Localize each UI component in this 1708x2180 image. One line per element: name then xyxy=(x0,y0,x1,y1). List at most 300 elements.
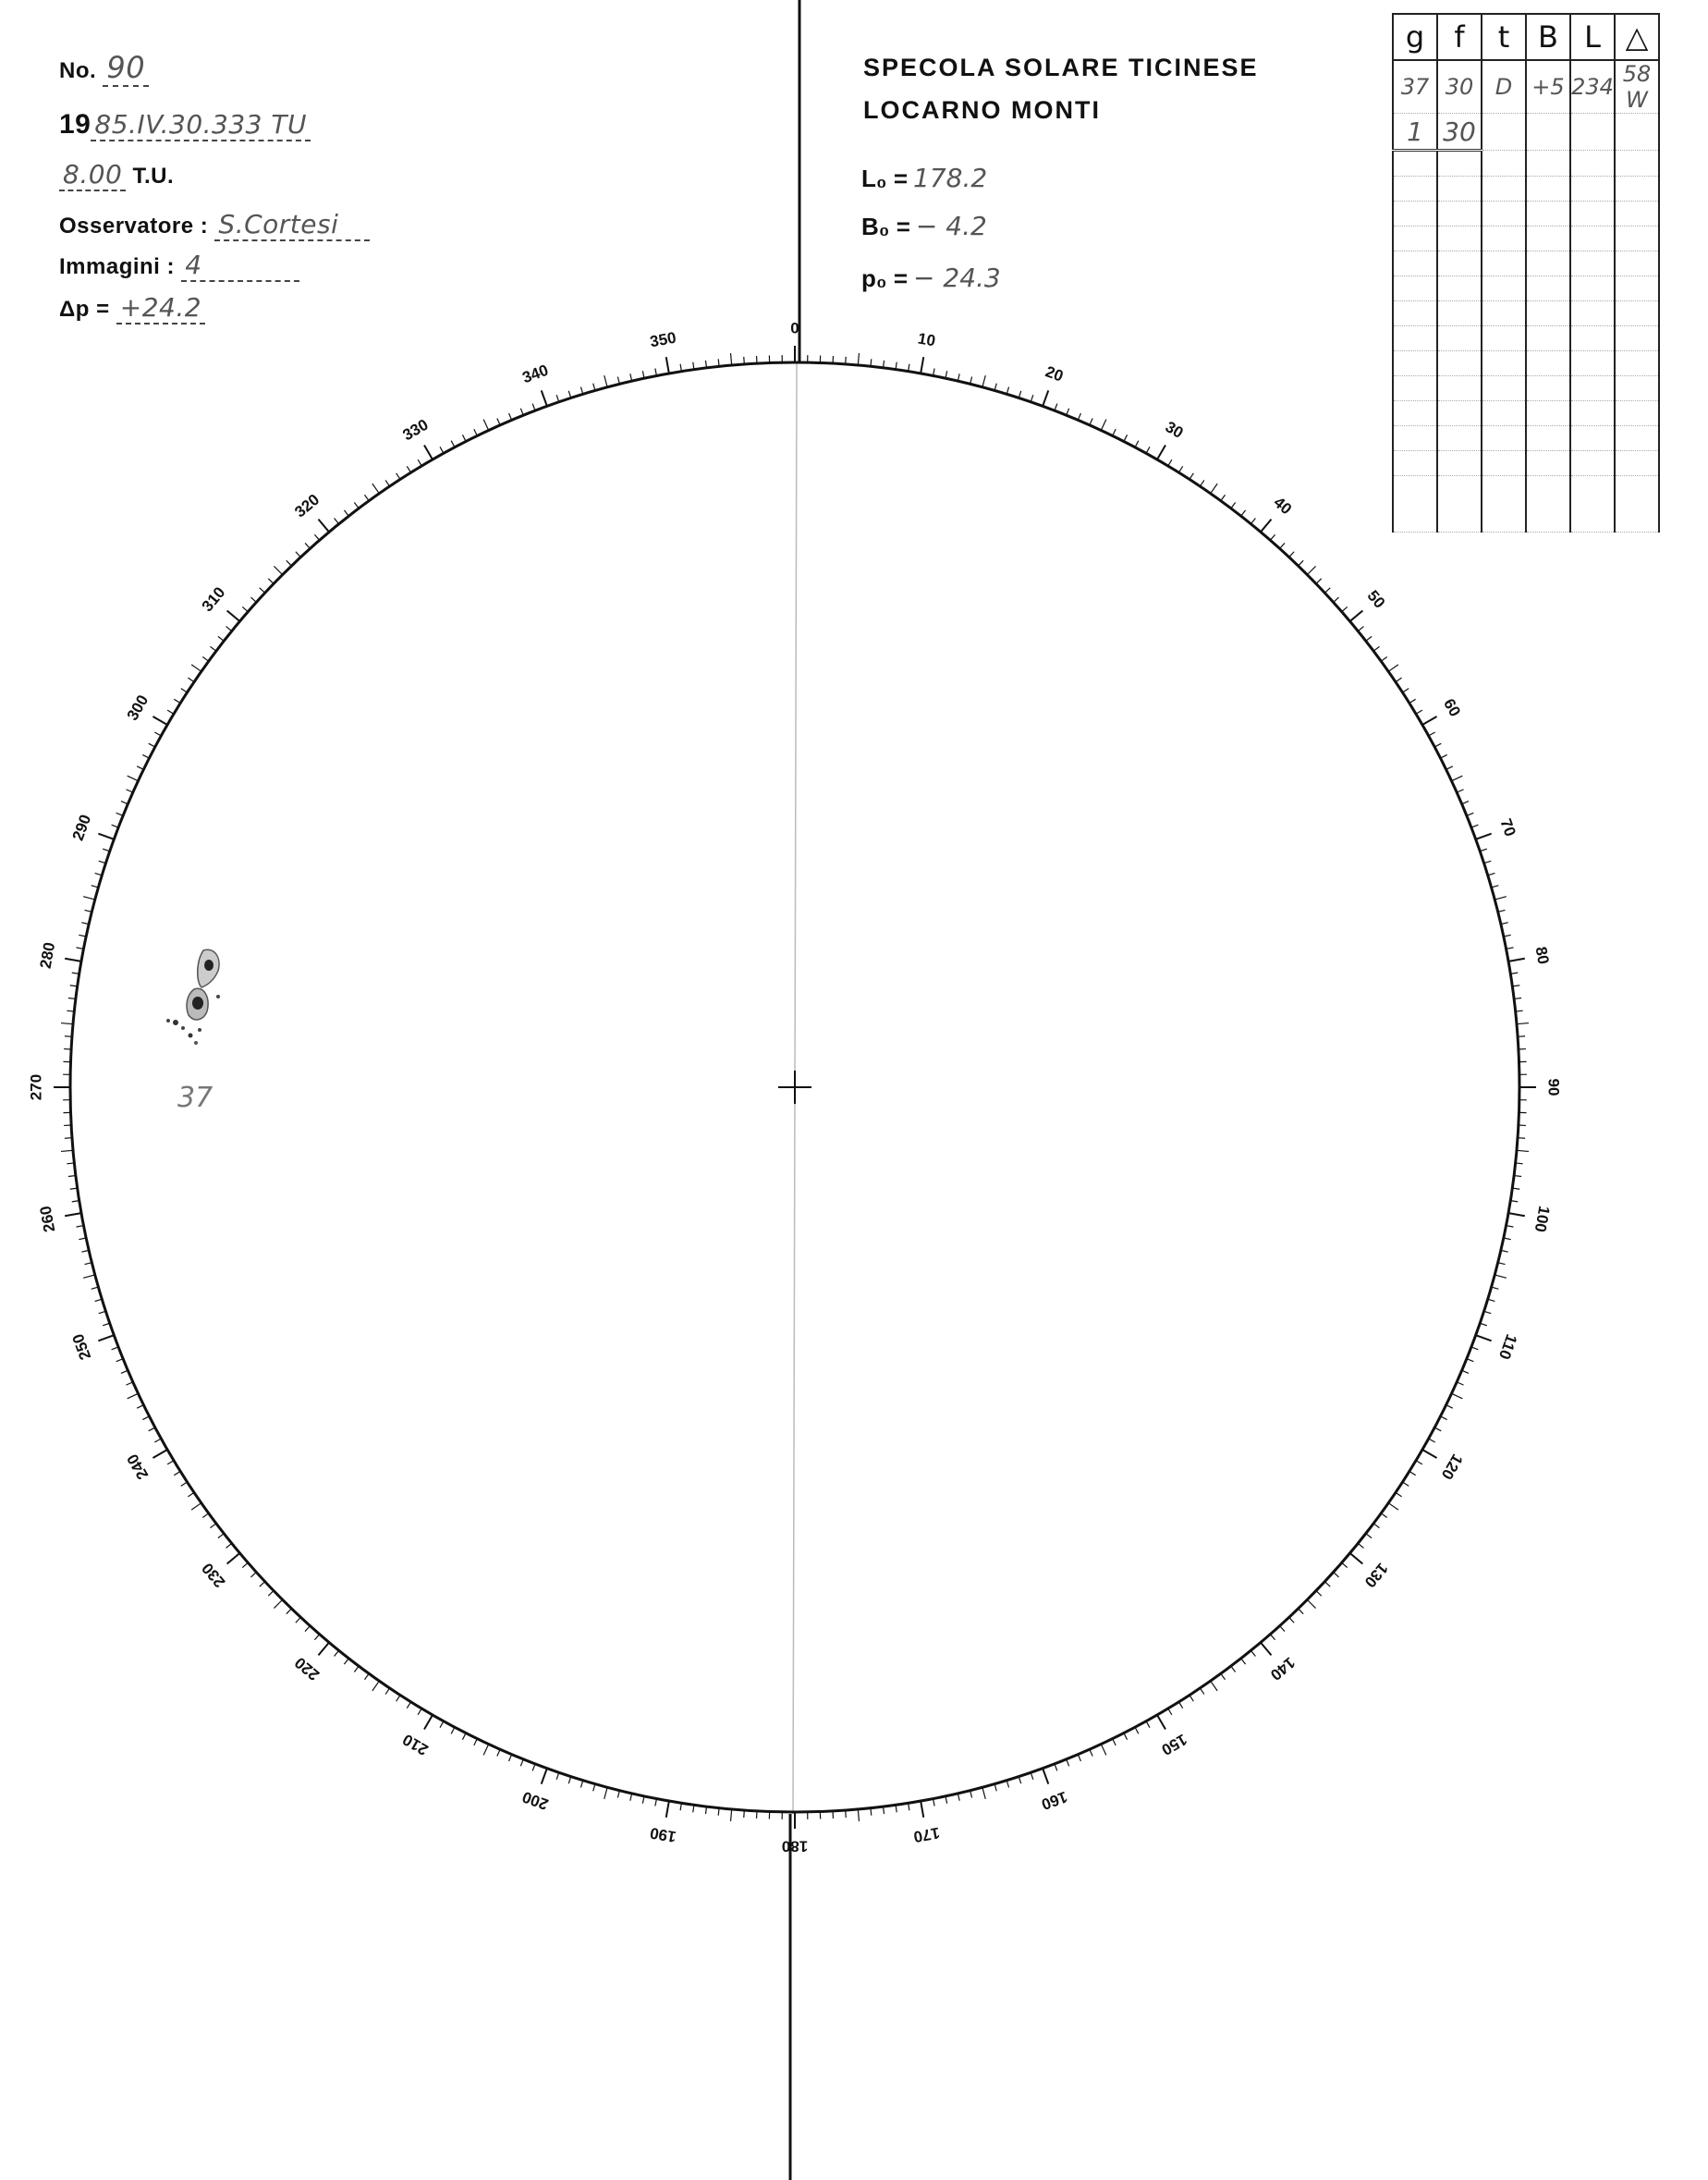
limb-tick xyxy=(1409,1471,1416,1475)
limb-tick xyxy=(335,519,339,524)
limb-tick xyxy=(65,959,81,961)
sunspot-pore xyxy=(166,1019,170,1023)
limb-tick xyxy=(98,834,114,839)
limb-tick xyxy=(210,646,215,651)
images-value: 4 xyxy=(181,250,299,282)
limb-tick-label: 110 xyxy=(1494,1331,1521,1362)
limb-tick xyxy=(174,1471,180,1475)
limb-tick xyxy=(210,1524,215,1528)
limb-tick xyxy=(344,510,348,516)
limb-tick xyxy=(372,1681,379,1691)
limb-tick xyxy=(1178,466,1182,472)
limb-tick xyxy=(296,552,300,557)
limb-tick xyxy=(1067,409,1069,415)
limb-tick xyxy=(1334,1573,1339,1577)
limb-tick xyxy=(65,1036,72,1037)
limb-tick xyxy=(1429,732,1435,736)
limb-tick xyxy=(520,409,523,415)
table-cell: 30 xyxy=(1437,60,1482,114)
limb-tick xyxy=(1146,1721,1150,1728)
limb-tick xyxy=(1078,1755,1080,1761)
limb-tick xyxy=(451,441,455,447)
limb-tick xyxy=(1396,1492,1402,1496)
limb-tick xyxy=(871,1808,872,1816)
limb-tick xyxy=(1416,710,1422,714)
limb-tick xyxy=(1494,897,1507,900)
limb-tick xyxy=(305,543,310,548)
limb-tick xyxy=(1471,825,1478,827)
limb-tick xyxy=(1457,790,1463,792)
limb-tick-label: 0 xyxy=(790,319,799,337)
col-header-B: B xyxy=(1526,14,1570,60)
limb-tick xyxy=(451,1727,455,1733)
limb-tick xyxy=(1316,1591,1322,1597)
limb-tick xyxy=(1516,1010,1523,1011)
limb-tick xyxy=(191,665,201,671)
B0-label: B₀ = xyxy=(861,213,910,240)
sunspot-group-label: 37 xyxy=(177,1082,214,1114)
limb-tick xyxy=(287,1609,292,1614)
limb-tick-label: 60 xyxy=(1440,695,1464,720)
limb-tick xyxy=(744,1810,745,1818)
limb-tick xyxy=(1157,445,1165,459)
limb-tick-label: 210 xyxy=(399,1730,432,1759)
limb-tick xyxy=(1381,1513,1386,1518)
limb-tick xyxy=(67,1010,74,1011)
limb-tick xyxy=(1101,420,1105,431)
limb-tick xyxy=(226,627,232,631)
limb-tick-label: 140 xyxy=(1266,1653,1299,1684)
limb-tick-label: 130 xyxy=(1360,1559,1392,1591)
limb-tick xyxy=(1373,646,1379,651)
limb-tick-label: 340 xyxy=(519,361,551,387)
limb-tick xyxy=(982,1787,985,1799)
limb-tick xyxy=(509,1755,512,1761)
limb-tick xyxy=(1366,636,1372,641)
limb-tick xyxy=(154,732,161,736)
col-header-f: f xyxy=(1437,14,1482,60)
limb-tick xyxy=(1350,610,1363,621)
limb-tick xyxy=(227,610,240,621)
images-label: Immagini : xyxy=(59,254,176,279)
limb-tick xyxy=(1078,413,1080,420)
limb-tick xyxy=(1388,1503,1398,1510)
limb-tick xyxy=(718,1808,719,1816)
limb-tick xyxy=(126,1382,132,1385)
limb-tick xyxy=(1090,1749,1092,1756)
limb-tick xyxy=(83,897,95,900)
limb-tick xyxy=(1403,689,1409,692)
limb-tick xyxy=(1446,1405,1453,1409)
limb-tick xyxy=(1316,579,1322,584)
limb-tick xyxy=(1270,534,1275,540)
limb-tick xyxy=(509,413,512,420)
limb-tick xyxy=(1358,1543,1363,1548)
limb-tick xyxy=(305,1626,310,1632)
sunspot-umbra xyxy=(192,997,203,1010)
limb-tick-label: 170 xyxy=(911,1823,942,1846)
record-number-label: No. xyxy=(59,58,97,83)
limb-tick xyxy=(1409,699,1416,703)
table-cell: 30 xyxy=(1437,114,1482,151)
limb-tick-label: 160 xyxy=(1039,1787,1070,1814)
limb-tick xyxy=(846,357,847,364)
limb-tick xyxy=(1261,1643,1272,1656)
table-cell: 58 W xyxy=(1615,60,1659,114)
limb-tick xyxy=(1221,1673,1226,1679)
table-cell: 234 xyxy=(1570,60,1615,114)
limb-tick xyxy=(1324,588,1330,593)
limb-tick xyxy=(250,1573,256,1577)
limb-tick xyxy=(1441,1416,1447,1420)
limb-tick-label: 200 xyxy=(519,1787,551,1814)
limb-tick xyxy=(1113,1739,1116,1745)
limb-tick xyxy=(520,1759,523,1766)
limb-tick xyxy=(846,1810,847,1818)
limb-tick xyxy=(188,678,194,681)
limb-tick xyxy=(1261,520,1272,533)
limb-tick xyxy=(871,359,872,366)
limb-tick xyxy=(744,357,745,364)
limb-tick-label: 350 xyxy=(648,328,678,351)
limb-tick xyxy=(1452,776,1463,780)
limb-tick xyxy=(128,776,139,780)
limb-tick xyxy=(1135,1727,1139,1733)
limb-tick xyxy=(407,1702,410,1708)
limb-tick xyxy=(1381,656,1386,661)
observer-value: S.Cortesi xyxy=(214,209,370,241)
limb-tick xyxy=(1190,473,1193,480)
limb-tick xyxy=(61,1150,73,1151)
record-number-value: 90 xyxy=(103,50,149,87)
limb-tick xyxy=(167,1461,174,1464)
limb-tick xyxy=(126,790,132,792)
limb-tick xyxy=(731,1809,732,1821)
limb-tick xyxy=(1366,1534,1372,1538)
limb-tick xyxy=(1462,802,1469,804)
limb-tick xyxy=(858,353,859,365)
limb-tick xyxy=(1434,743,1441,747)
limb-tick xyxy=(227,1553,240,1564)
limb-tick xyxy=(1231,502,1236,508)
limb-tick xyxy=(474,1739,478,1745)
limb-tick-label: 120 xyxy=(1437,1451,1467,1483)
limb-tick xyxy=(1307,566,1315,574)
limb-tick xyxy=(1043,390,1048,406)
limb-tick xyxy=(462,1733,466,1740)
limb-tick-label: 260 xyxy=(36,1204,59,1234)
limb-tick xyxy=(1467,1359,1473,1362)
p0-value: − 24.3 xyxy=(913,263,1001,293)
institution-location: LOCARNO MONTI xyxy=(863,96,1101,124)
limb-tick xyxy=(1178,1702,1182,1708)
limb-tick xyxy=(1124,1733,1128,1740)
limb-tick xyxy=(1516,1163,1523,1164)
limb-tick xyxy=(121,1370,128,1373)
limb-tick-label: 90 xyxy=(1544,1078,1563,1096)
limb-tick xyxy=(1373,1524,1379,1528)
limb-tick xyxy=(1416,1461,1422,1464)
limb-tick xyxy=(181,1482,188,1486)
limb-tick xyxy=(83,1275,95,1278)
limb-tick xyxy=(287,560,292,566)
limb-tick-label: 290 xyxy=(68,812,95,843)
limb-tick xyxy=(542,1769,547,1784)
limb-tick xyxy=(344,1659,348,1664)
limb-tick xyxy=(154,1439,161,1442)
delta-p-value: +24.2 xyxy=(116,292,205,325)
limb-tick xyxy=(1457,1382,1463,1385)
limb-tick xyxy=(112,825,118,827)
limb-tick xyxy=(440,447,444,453)
institution-name: SPECOLA SOLARE TICINESE xyxy=(863,54,1259,81)
limb-tick-label: 230 xyxy=(198,1559,229,1591)
limb-tick xyxy=(1462,1370,1469,1373)
limb-tick xyxy=(98,1335,114,1341)
limb-tick xyxy=(61,1023,73,1024)
sunspot-pore xyxy=(173,1020,178,1025)
limb-tick xyxy=(335,1650,339,1656)
limb-tick xyxy=(250,597,256,602)
limb-tick xyxy=(314,534,319,540)
limb-tick xyxy=(318,1643,329,1656)
limb-tick xyxy=(152,1450,167,1458)
limb-tick xyxy=(604,375,607,387)
limb-tick xyxy=(1350,1553,1363,1564)
limb-tick xyxy=(191,1503,201,1510)
limb-tick xyxy=(149,1427,155,1431)
limb-tick xyxy=(1067,1759,1069,1766)
limb-tick xyxy=(1299,1609,1304,1614)
limb-tick xyxy=(858,1809,859,1821)
limb-tick-label: 190 xyxy=(648,1823,678,1846)
limb-tick xyxy=(1200,480,1203,486)
delta-p-label: Δp = xyxy=(59,297,110,322)
limb-tick xyxy=(116,813,123,815)
limb-tick xyxy=(921,357,923,374)
limb-tick xyxy=(1280,1626,1285,1632)
sunspot-pore xyxy=(194,1041,198,1045)
limb-tick xyxy=(1135,441,1139,447)
limb-tick xyxy=(354,1666,359,1672)
limb-tick xyxy=(1043,1769,1048,1784)
limb-tick xyxy=(418,459,421,466)
limb-tick xyxy=(440,1721,444,1728)
limb-tick xyxy=(364,1673,369,1679)
limb-tick xyxy=(1157,1715,1165,1730)
limb-tick xyxy=(718,359,719,366)
limb-tick xyxy=(65,1138,72,1139)
limb-tick xyxy=(188,1492,194,1496)
limb-tick xyxy=(202,656,208,661)
limb-tick xyxy=(1434,1427,1441,1431)
limb-tick xyxy=(65,1213,81,1216)
sunspot-pore xyxy=(189,1034,193,1038)
limb-tick xyxy=(142,1416,149,1420)
limb-tick-label: 10 xyxy=(916,329,937,350)
limb-tick xyxy=(67,1163,74,1164)
limb-tick xyxy=(1441,754,1447,758)
col-header-delta: △ xyxy=(1615,14,1659,60)
limb-tick xyxy=(666,357,669,374)
limb-tick xyxy=(1403,1482,1409,1486)
sunspot-pore xyxy=(181,1026,185,1030)
limb-tick xyxy=(542,390,547,406)
limb-tick xyxy=(497,1749,500,1756)
col-header-t: t xyxy=(1482,14,1526,60)
limb-tick xyxy=(1241,510,1246,516)
limb-tick xyxy=(1334,597,1339,602)
limb-tick xyxy=(296,1617,300,1623)
limb-tick xyxy=(474,429,478,435)
sunspot-pore xyxy=(216,995,220,998)
limb-tick xyxy=(1231,1666,1236,1672)
limb-tick xyxy=(1241,1659,1246,1664)
limb-tick xyxy=(532,1764,535,1770)
limb-tick xyxy=(1289,552,1294,557)
limb-tick xyxy=(137,766,143,770)
limb-tick xyxy=(1422,716,1437,725)
limb-tick-label: 30 xyxy=(1162,418,1187,442)
limb-tick xyxy=(1101,1745,1105,1756)
limb-tick xyxy=(1055,404,1057,410)
limb-tick xyxy=(274,1599,282,1608)
limb-tick xyxy=(424,1715,433,1730)
limb-tick xyxy=(424,445,433,459)
limb-tick xyxy=(152,716,167,725)
limb-tick xyxy=(1508,959,1525,961)
limb-tick xyxy=(1307,1599,1315,1608)
limb-tick xyxy=(260,1582,265,1586)
limb-tick xyxy=(1124,435,1128,441)
limb-tick xyxy=(418,1708,421,1715)
limb-tick-label: 40 xyxy=(1270,493,1296,519)
limb-tick xyxy=(1494,1275,1507,1278)
limb-tick-label: 270 xyxy=(27,1073,45,1101)
limb-tick xyxy=(226,1543,232,1548)
limb-tick xyxy=(149,743,155,747)
limb-tick xyxy=(1429,1439,1435,1442)
limb-tick xyxy=(396,1696,400,1702)
limb-tick xyxy=(274,566,282,574)
limb-tick-label: 20 xyxy=(1043,362,1066,386)
date-year-prefix: 19 xyxy=(59,109,92,140)
limb-tick xyxy=(1518,1138,1525,1139)
limb-tick xyxy=(1452,1393,1463,1398)
limb-tick-label: 240 xyxy=(123,1451,152,1483)
limb-tick-label: 280 xyxy=(36,940,59,971)
limb-tick xyxy=(1446,766,1453,770)
limb-tick xyxy=(1476,1335,1492,1341)
limb-tick xyxy=(1422,1450,1437,1458)
limb-tick-label: 320 xyxy=(291,490,323,521)
limb-tick-label: 220 xyxy=(291,1653,323,1684)
limb-tick xyxy=(364,495,369,500)
limb-tick-label: 80 xyxy=(1531,945,1553,966)
limb-tick xyxy=(921,1801,923,1818)
limb-tick-label: 50 xyxy=(1363,586,1389,612)
limb-tick xyxy=(1055,1764,1057,1770)
limb-tick xyxy=(1200,1688,1203,1695)
limb-tick xyxy=(354,502,359,508)
limb-tick xyxy=(1476,834,1492,839)
limb-tick xyxy=(242,1562,248,1567)
limb-tick xyxy=(1467,813,1473,815)
limb-tick xyxy=(128,1393,139,1398)
limb-tick xyxy=(1270,1635,1275,1640)
col-header-L: L xyxy=(1570,14,1615,60)
limb-tick xyxy=(982,375,985,387)
table-cell: +5 xyxy=(1526,60,1570,114)
limb-tick xyxy=(1190,1696,1193,1702)
time-value: 8.00 xyxy=(59,159,126,191)
observer-label: Osservatore : xyxy=(59,214,209,239)
limb-tick-label: 70 xyxy=(1496,816,1519,839)
limb-tick xyxy=(1299,560,1304,566)
limb-tick xyxy=(604,1787,607,1799)
table-cell: D xyxy=(1482,60,1526,114)
limb-tick xyxy=(314,1635,319,1640)
limb-tick xyxy=(1508,1213,1525,1216)
L0-label: L₀ = xyxy=(861,165,909,192)
limb-tick xyxy=(1518,1036,1525,1037)
time-unit: T.U. xyxy=(132,164,175,189)
limb-tick xyxy=(181,689,188,692)
limb-tick xyxy=(372,484,379,494)
limb-tick xyxy=(497,418,500,424)
limb-tick xyxy=(202,1513,208,1518)
limb-tick xyxy=(731,353,732,365)
limb-tick xyxy=(532,404,535,410)
limb-tick xyxy=(1146,447,1150,453)
limb-tick xyxy=(1211,1681,1217,1691)
limb-tick xyxy=(396,473,400,480)
limb-tick xyxy=(666,1801,669,1818)
limb-tick xyxy=(218,636,224,641)
limb-tick-label: 250 xyxy=(68,1331,95,1363)
limb-tick xyxy=(1250,1650,1255,1656)
limb-tick xyxy=(1342,606,1348,611)
limb-tick xyxy=(1221,495,1226,500)
limb-tick xyxy=(1250,519,1255,524)
limb-tick xyxy=(1211,484,1217,494)
limb-tick xyxy=(1324,1582,1330,1586)
table-cell: 37 xyxy=(1393,60,1437,114)
limb-tick xyxy=(1471,1347,1478,1350)
limb-tick xyxy=(1388,665,1398,671)
limb-tick xyxy=(318,520,329,533)
col-header-g: g xyxy=(1393,14,1437,60)
limb-tick-label: 300 xyxy=(123,692,152,724)
table-cell: 1 xyxy=(1393,114,1437,151)
limb-tick-label: 310 xyxy=(198,583,229,616)
limb-tick-label: 180 xyxy=(781,1837,809,1855)
limb-tick xyxy=(1289,1617,1294,1623)
limb-tick xyxy=(462,435,466,441)
limb-tick xyxy=(385,1688,389,1695)
limb-tick xyxy=(1342,1562,1348,1567)
limb-tick xyxy=(268,1591,274,1597)
limb-tick xyxy=(1090,418,1092,424)
limb-tick xyxy=(1517,1023,1529,1024)
limb-tick xyxy=(174,699,180,703)
limb-tick xyxy=(121,802,128,804)
limb-tick xyxy=(142,754,149,758)
limb-tick-label: 330 xyxy=(399,415,432,445)
limb-tick-label: 100 xyxy=(1531,1204,1554,1234)
B0-value: − 4.2 xyxy=(915,211,987,241)
limb-tick xyxy=(1280,543,1285,548)
